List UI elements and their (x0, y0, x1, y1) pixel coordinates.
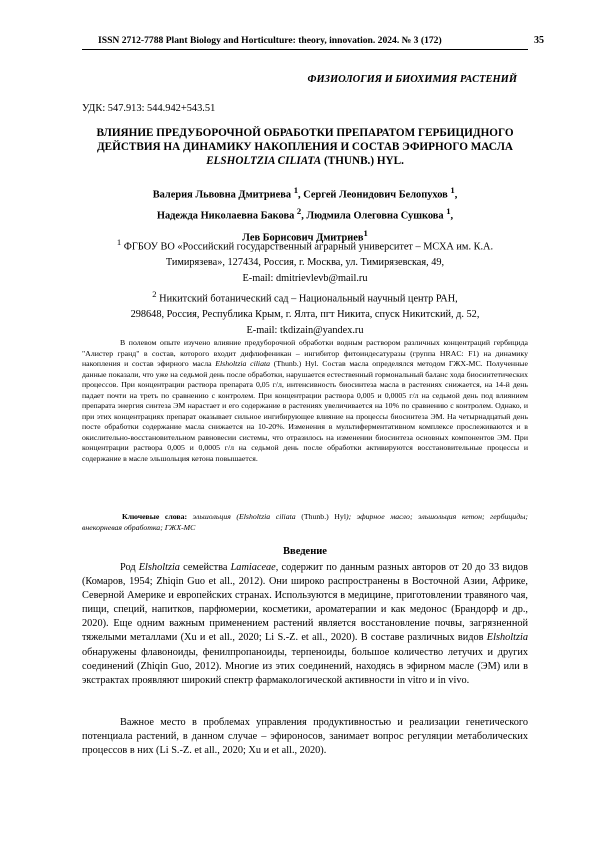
affiliation-marker: 2 (152, 288, 157, 299)
authors-line-1: Валерия Львовна Дмитриева $^1$, Сергей Леонидович Белопухов $^1$, (152, 185, 458, 201)
affiliation-2-email[interactable]: E-mail: tkdizain@yandex.ru (246, 324, 364, 336)
affiliation-2-line-2: 298648, Россия, Республика Крым, г. Ялта, пгт Никита, спуск Никитский, д. 52, (130, 309, 480, 321)
abstract: В полевом опыте изучено влияние предуборочной обработки водным раствором различных концентраций гербицида "Алистер гранд" в состав, которого входит дифлюфеникан – ингибитор фитоиндесатуразы (группа HRAC: F1) на динамику накопления и состав эфирного масла Elsholtzia ciliata (Thunb.) Hyl. Состав масла определялся методом ГЖХ-МС. Полученные данные показали, что уже на седьмой день после обработки, нарушается естественный гормональный баланс хода биосинтетических процессов. При концентрации раствора препарата 0,05 г/л, интенсивность биосинтеза масла в растениях снижается, на 14-й день падает почти на треть по сравнению с контролем. При концентрации раствора 0,005 и 0,0005 г/л на седьмой день под влиянием препарата энергия синтеза ЭМ нарастает и его содержание в растениях увеличивается на 10% по сравнению с контролем. Однако, и при этих концентрациях препарат оказывает сильное ингибирующее влияние на процессы биосинтеза ЭМ. На четырнадцатый день посте обработки содержание масла снижается на 10-20%. Изменения в мультиферментативном комплексе прослеживаются и в окислительно-восстановительном равновесии системы, что отразилось на изменении биосинтеза основных компонентов ЭМ. При концентрации раствора 0,005 и 0,0005 г/л на седьмой день после обработки активируются восстановительные процессы и содержание в масле эльшольция кетона повышается. (82, 338, 528, 463)
udc-code: УДК: 547.913: 544.942+543.51 (82, 103, 216, 114)
article-title (82, 126, 528, 168)
authors-line-2: Надежда Николаевна Бакова $^2$, Людмила Олеговна Сушкова $^1$, (156, 206, 454, 222)
page-number: 35 (534, 35, 544, 46)
abstract-species: Elsholtzia ciliata (215, 359, 271, 368)
intro-paragraph-1: Род Elsholtzia семейства Lamiaceae, содержит по данным разных авторов от 20 до 33 видов (Комаров, 1954; Zhiqin Guo et all., 2012). Они широко распространены в Восточной Азии, Африке, Северной Америке и европейских странах. Используются в медицине, приготовлении травяного чая, пищи, специй, напитков, парфюмерии, косметики, ароматерапии и как медонос (Брандорф и др., 2020). Еще одним важным применением растений является восстановление почвы, загрязненной тяжелыми металлами (Xu и et all., 2020; Li S.-Z. et all., 2020). В составе различных видов Elsholtzia обнаружены флавоноиды, фенилпропаноиды, терпеноиды, большое количество летучих и других соединений (Zhiqin Guo, 2012). Многие из этих соединений, находясь в эфирном масле (ЭМ) или в экстрактах проявляют широкий спектр фармакологической активности in vitro и in vivo. (82, 562, 528, 686)
intro-heading: Введение (283, 546, 327, 557)
title-line-2: ДЕЙСТВИЯ НА ДИНАМИКУ НАКОПЛЕНИЯ И СОСТАВ ЭФИРНОГО МАСЛА (96, 141, 514, 153)
author-name: Людмила Олеговна Сушкова (306, 210, 444, 222)
affiliation-1-email[interactable]: E-mail: dmitrievlevb@mail.ru (242, 273, 368, 285)
section-rubric: ФИЗИОЛОГИЯ И БИОХИМИЯ РАСТЕНИЙ (307, 74, 517, 85)
affiliation-2-line-1: $^2$ Никитский ботанический сад – Национальный научный центр РАН, (152, 288, 458, 305)
affiliations (82, 235, 528, 339)
author-affiliation-marker: 1 (446, 206, 451, 217)
running-header: ISSN 2712-7788 Plant Biology and Horticulture: theory, innovation. 2024. № 3 (172) (98, 35, 442, 46)
keywords-label: Ключевые слова: (122, 512, 188, 521)
author-name: Надежда Николаевна Бакова (156, 210, 295, 222)
title-line-1: ВЛИЯНИЕ ПРЕДУБОРОЧНОЙ ОБРАБОТКИ ПРЕПАРАТОМ ГЕРБИЦИДНОГО (96, 127, 514, 139)
author-affiliation-marker: 1 (450, 185, 455, 195)
affiliation-marker: 1 (116, 237, 122, 247)
affiliation-1-line-1: $^1$ ФГБОУ ВО «Российский государственный аграрный университет – МСХА им. К.А. (116, 237, 494, 253)
intro-paragraph-2: Важное место в проблемах управления продуктивностью и реализации генетического потенциала растений, в данном случае – эфироносов, занимает вопрос регуляции метаболических процессов в них (Li S.-Z. et all., 2020; Xu и et all., 2020). (82, 717, 528, 757)
affiliation-1-line-2: Тимирязева», 127434, Россия, г. Москва, ул. Тимирязевская, 49, (165, 257, 445, 269)
author-name: Валерия Львовна Дмитриева (152, 189, 292, 201)
author-affiliation-marker: 1 (293, 185, 299, 195)
keywords: Ключевые слова: эльшольция (Elsholtzia ciliata (Thunb.) Hyl); эфирное масло; эльшольция кетон; гербициды; внекорневая обработка; ГЖХ-МС (82, 512, 529, 532)
title-line-3 (82, 154, 528, 168)
header-rule (82, 49, 528, 50)
author-affiliation-marker: 2 (296, 206, 302, 217)
title-species: ELSHOLTZIA CILIATA (206, 155, 322, 167)
author-affiliation-marker: 1 (363, 227, 368, 238)
author-name: Лев Борисович Дмитриев (242, 232, 364, 244)
title-authority: (THUNB.) HYL. (321, 155, 404, 167)
author-name: Сергей Леонидович Белопухов (303, 189, 448, 201)
